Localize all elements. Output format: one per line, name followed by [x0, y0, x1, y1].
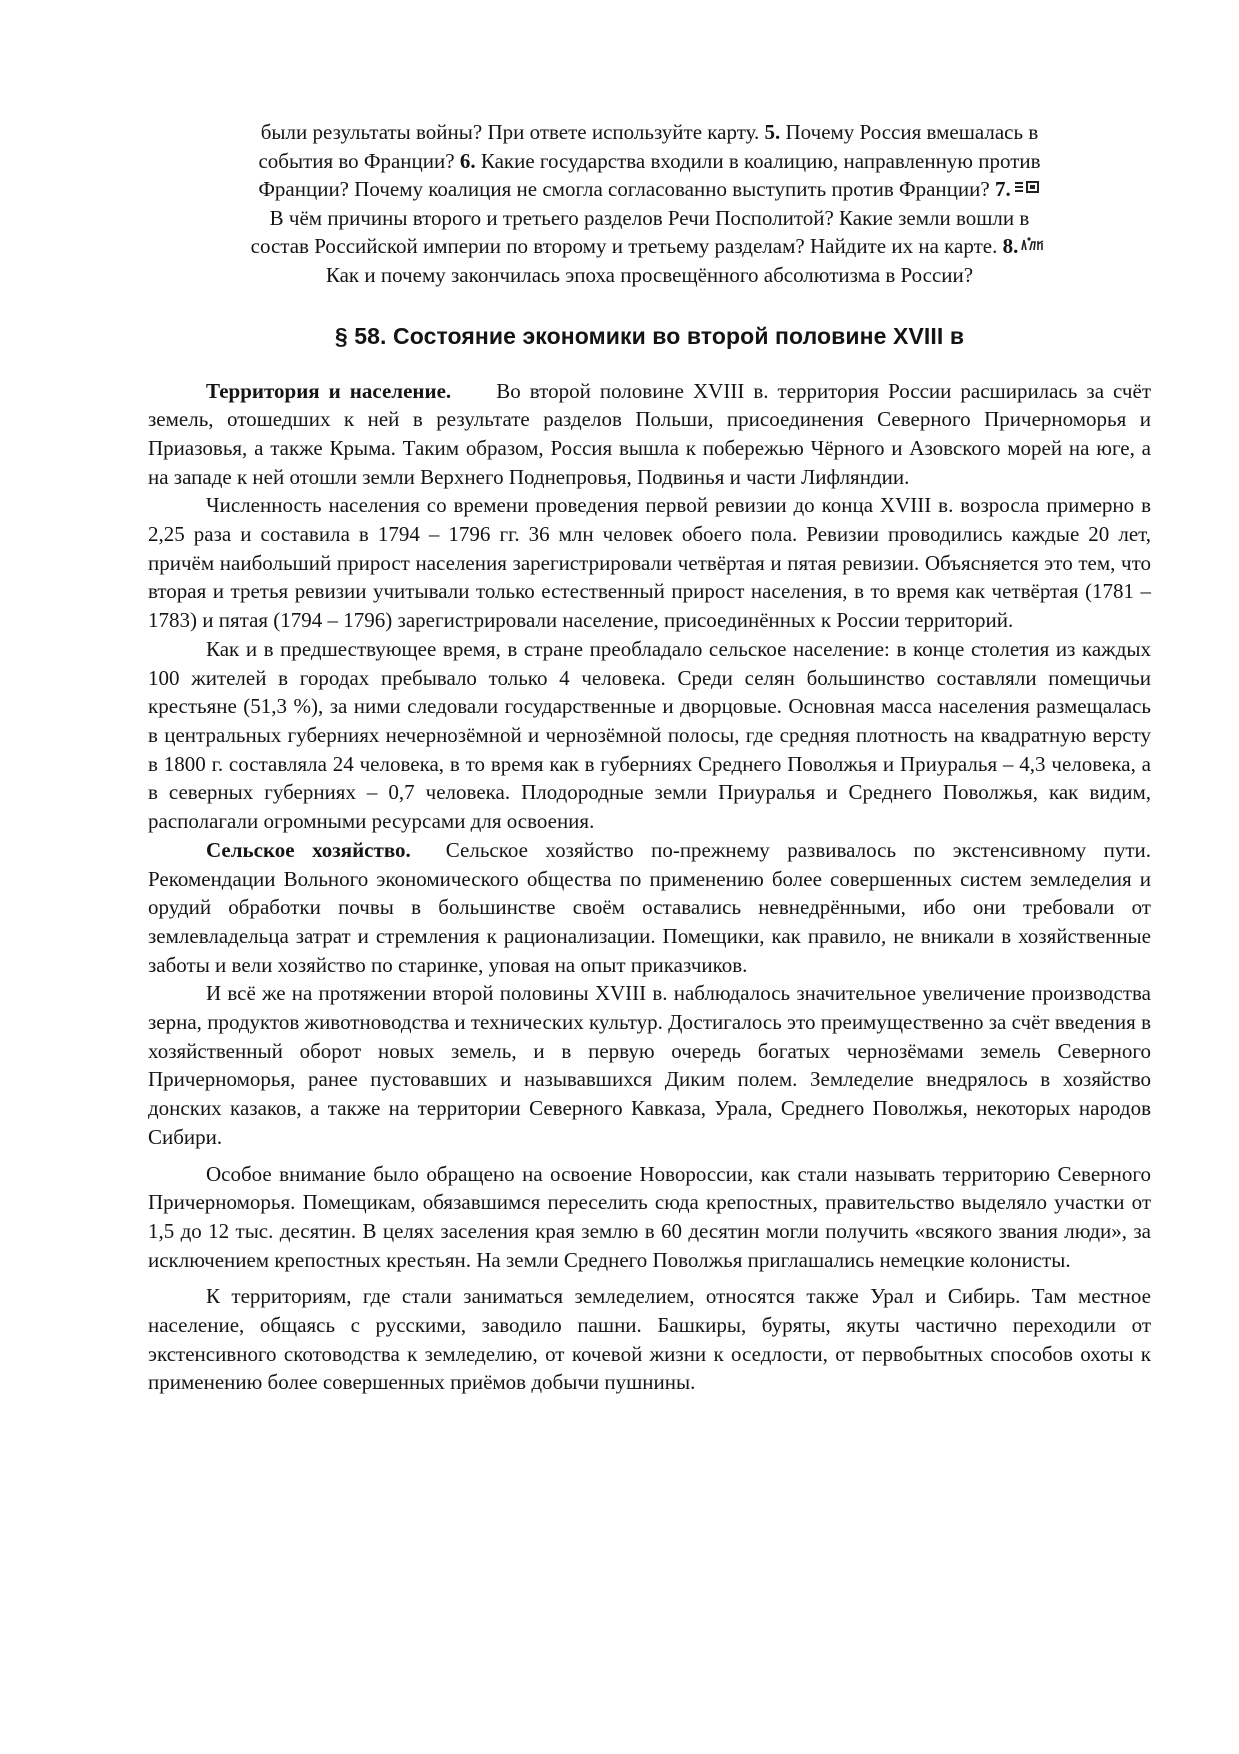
question-line-1 [148, 118, 1151, 147]
paragraph-production: И всё же на протяжении второй половины XVIII в. наблюдалось значительное увеличение производства зерна, продуктов животноводства и технических культур. Достигалось это преимущественно за счёт введения в хозяйственный оборот новых земель, и в первую очередь богатых чернозёмами земель Северного Причерноморья, ранее пустовавших и называвшихся Диким полем. Земледелие внедрялось в хозяйство донских казаков, а также на территории Северного Кавказа, Урала, Среднего Поволжья, некоторых народов Сибири. [148, 981, 1151, 1149]
question-number-7: 7. [994, 177, 1011, 202]
question-line-4: В чём причины второго и третьего разделов Речи Посполитой? Какие земли вошли в [269, 205, 1030, 230]
paragraph-territory [148, 377, 1151, 492]
question-line-3 [148, 175, 1151, 204]
document-icon [1011, 179, 1041, 195]
question-text: были результаты войны? При ответе используйте карту. [260, 120, 765, 144]
paragraph-agriculture [148, 836, 1151, 980]
question-number-8: 8. [1002, 234, 1019, 259]
section-title: § 58. Состояние экономики во второй половине XVIII в [334, 322, 965, 349]
paragraph-heading: Территория и население. [206, 378, 452, 403]
paragraph-text: Сельское хозяйство по-прежнему развивалось по экстенсивному пути. Рекомендации Вольного экономического общества по применению более совершенных систем земледелия и орудий обработки почвы в большинстве своём оставались невнедрёнными, ибо они требовали от землевладельца затрат и стремления к рационализации. Помещики, как правило, не вникали в хозяйственные заботы и вели хозяйство по старинке, уповая на опыт приказчиков. [148, 837, 1152, 977]
thinking-icon [1018, 236, 1048, 252]
paragraph-ural-siberia: К территориям, где стали заниматься земледелием, относятся также Урал и Сибирь. Там местное население, общаясь с русскими, заводило пашни. Башкиры, буряты, якуты частично переходили от экстенсивного скотоводства к земледелию, от кочевой жизни к оседлости, от первобытных способов охоты к применению более совершенных приёмов добычи пушнины. [148, 1284, 1151, 1395]
question-line-5 [148, 232, 1151, 261]
document-page [148, 118, 1151, 1397]
review-questions [148, 118, 1151, 290]
paragraph-rural-population: Как и в предшествующее время, в стране преобладало сельское население: в конце столетия из каждых 100 жителей в городах пребывало только 4 человека. Среди селян большинство составляли помещичьи крестьяне (51,3 %), за ними следовали государственные и дворцовые. Основная масса населения размещалась в центральных губерниях нечернозёмной и чернозёмной полосы, где средняя плотность на квадратную версту в 1800 г. составляла 24 человека, в то время как в губерниях Среднего Поволжья и Приуралья – 4,3 человека, а в северных губерниях – 0,7 человека. Плодородные земли Приуралья и Среднего Поволжья, как видим, располагали огромными ресурсами для освоения. [148, 636, 1151, 834]
paragraph-novorossiya: Особое внимание было обращено на освоение Новороссии, как стали называть территорию Северного Причерноморья. Помещикам, обязавшимся переселить сюда крепостных, правительство выделяло участки от 1,5 до 12 тыс. десятин. В целях заселения края землю в 60 десятин могли получить «всякого звания люди», за исключением крепостных крестьян. На земли Среднего Поволжья приглашались немецкие колонисты. [148, 1161, 1151, 1272]
question-line-6: Как и почему закончилась эпоха просвещённого абсолютизма в России? [325, 262, 974, 287]
paragraph-heading: Сельское хозяйство. [206, 837, 411, 862]
question-number-6: 6. [459, 148, 476, 173]
section-body [148, 377, 1151, 1398]
question-number-5: 5. [764, 120, 781, 144]
question-text: Франции? Почему коалиция не смогла согласованно выступить против Франции? [258, 177, 995, 202]
question-text: Какие государства входили в коалицию, направленную против [475, 148, 1041, 173]
question-text: Почему Россия вмешалась в [780, 120, 1039, 144]
question-line-2 [148, 147, 1151, 176]
question-text: события во Франции? [258, 148, 460, 173]
paragraph-population: Численность населения со времени проведения первой ревизии до конца XVIII в. возросла примерно в 2,25 раза и составила в 1794 – 1796 гг. 36 млн человек обоего пола. Ревизии проводились каждые 20 лет, причём наибольший прирост населения зарегистрировали четвёртая и пятая ревизии. Объясняется это тем, что вторая и третья ревизии учитывали только естественный прирост населения, в то время как четвёртая (1781 – 1783) и пятая (1794 – 1796) зарегистрировали население, присоединённых к России территорий. [148, 493, 1151, 633]
paragraph-text: Во второй половине XVIII в. территория России расширилась за счёт земель, отошедших к ней в результате разделов Польши, присоединения Северного Причерноморья и Приазовья, а также Крыма. Таким образом, Россия вышла к побережью Чёрного и Азовского морей на юге, а на западе к ней отошли земли Верхнего Поднепровья, Подвинья и части Лифляндии. [148, 378, 1151, 489]
question-text: состав Российской империи по второму и третьему разделам? Найдите их на карте. [250, 234, 1003, 259]
